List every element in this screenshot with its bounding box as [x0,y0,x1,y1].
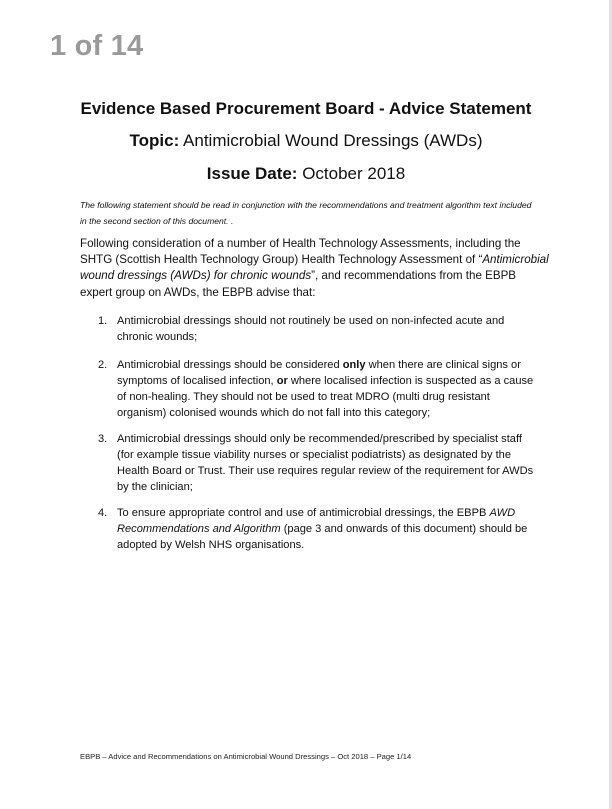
list-item [98,505,538,553]
list-item-text: To ensure appropriate control and use of antimicrobial dressings, the EBPB [117,507,490,519]
list-item-number: 2. [98,359,108,371]
issue-date-line [0,164,612,184]
intro-paragraph [80,236,550,301]
list-item [98,357,538,421]
intro-text-1: Following consideration of a number of Health Technology Assessments, including the SHTG (Scottish Health Technology Group) Health Technology Assessment of “ [80,237,521,267]
intro-report-title: Antimicrobial wound dressings (AWDs) for chronic wounds [80,253,549,283]
document-title: Evidence Based Procurement Board - Advice Statement [80,99,532,118]
list-item-text: Antimicrobial dressings should only be recommended/prescribed by specialist staff (for example tissue viability nurses or specialist podiatrists) as designated by the Health Board or Trust. Their use requires regular review of the requirement for AWDs by the clinician; [117,433,534,493]
list-item-text: where localised infection is suspected as a cause of non-healing. They should not be used to treat MDRO (multi drug resistant organism) colonised wounds which do not fall into this category; [117,375,534,419]
list-item-text: when there are clinical signs or symptoms of localised infection, [117,359,521,387]
reading-note: The following statement should be read in conjunction with the recommendations and treatment algorithm text included in the second section of this document. . [80,200,532,226]
list-item-number: 3. [98,433,108,445]
advice-list [98,313,538,553]
list-item-text: Antimicrobial dressings should not routinely be used on non-infected acute and chronic wounds; [117,315,505,343]
issue-date-value: October 2018 [302,164,406,183]
topic-line [0,131,612,151]
list-item [98,313,538,353]
issue-date-label: Issue Date: [206,164,298,183]
page-counter: 1 of 14 [50,30,144,62]
list-item-text: Antimicrobial dressings should be considered [117,359,343,371]
topic-value: Antimicrobial Wound Dressings (AWDs) [183,131,483,150]
topic-label: Topic: [129,131,180,150]
list-item-number: 1. [98,315,108,327]
list-item-number: 4. [98,507,108,519]
list-item [98,431,538,495]
page-footer: EBPB – Advice and Recommendations on Antimicrobial Wound Dressings – Oct 2018 – Page 1/14 [80,752,412,761]
emphasis-or: or [276,375,288,387]
list-item-text: (page 3 and onwards of this document) should be adopted by Welsh NHS organisations. [117,523,528,551]
intro-text-2: ”, and recommendations from the EBPB expert group on AWDs, the EBPB advise that: [80,269,517,299]
emphasis-only: only [342,359,366,371]
recommendations-title: AWD Recommendations and Algorithm [117,507,516,535]
